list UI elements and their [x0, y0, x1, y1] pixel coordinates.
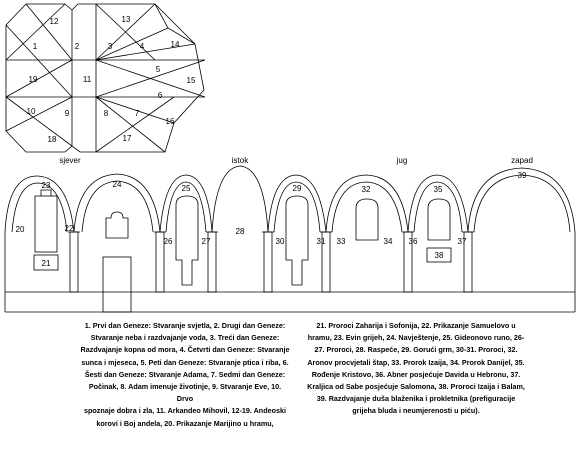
vault-label: 2 [74, 42, 80, 51]
elevation-label: 31 [316, 237, 326, 246]
window-35 [428, 199, 450, 240]
legend-right: 21. Proroci Zaharija i Sofonija, 22. Prikazanje Samuelovo u hramu, 23. Evin grijeh, 24. Navještenje, 25. Gideonovo runo, 26- 27. Proroci, 28. Raspeće, 29. Gorući grm, 30-31. Proroci, 32. Aronov procvjetali štap, 33. Prorok Izaija, 34. Prorok Danijel, 35. Rođenje Kristovo, 36. Abner posjećuje Davida u Hebronu, 37. Kraljica od Sabe posjećuje Salomona, 38. Proroci Izaija i Balam, 39. Razdvajanje duša blaženika i prokletnika (prefiguracije grijeha bluda i neumjerenosti u piću). [307, 321, 525, 416]
elevation-label: 37 [457, 237, 467, 246]
vault-label: 13 [121, 15, 131, 24]
vault-label: 10 [26, 107, 36, 116]
elevation-label: 38 [434, 251, 444, 260]
window-24 [106, 212, 128, 238]
vault-labels [27, 15, 196, 144]
vault-label: 8 [103, 109, 109, 118]
vault-label: 18 [47, 135, 57, 144]
wall-label-north: sjever [59, 156, 81, 165]
wall-label-west: zapad [511, 156, 533, 165]
vault-label: 11 [82, 75, 92, 84]
vault-label: 16 [165, 117, 175, 126]
legend-left: 1. Prvi dan Geneze: Stvaranje svjetla, 2. Drugi dan Geneze: Stvaranje neba i razdvajanje voda, 3. Treći dan Geneze: Razdvajanje kopna od mora, 4. Četvrti dan Geneze: Stvaranje sunca i mjeseca, 5. Peti dan Geneze: Stvaranje ptica i riba, 6. Šesti dan Geneze: Stvaranje Adama, 7. Sedmi dan Geneze: Počinak, 8. Adam imenuje životinje, 9. Stvaranje Eve, 10. Drvo spoznaje dobra i zla, 11. Arkandeo Mihovil, 12-19. Andeoski korovi i Boj andela, 20. Prikazanje Marijino u hramu, [80, 321, 290, 428]
elevation-label: 26 [163, 237, 173, 246]
door [103, 257, 131, 312]
elevation-label: 24 [112, 180, 122, 189]
wall-labels [59, 156, 533, 165]
arch-35 [408, 175, 468, 232]
vault-label: 1 [32, 42, 38, 51]
vault-label: 3 [107, 42, 113, 51]
arch-28 [212, 166, 268, 232]
elevation-label: 25 [181, 184, 191, 193]
elevation-label: 28 [235, 227, 245, 236]
vault-label: 15 [186, 76, 196, 85]
wall-label-south: jug [396, 156, 408, 165]
elevation-label: 33 [336, 237, 346, 246]
elevation-label: 39 [517, 171, 527, 180]
elevation-label: 32 [361, 185, 371, 194]
vault-label: 17 [122, 134, 132, 143]
elevation-label: 30 [275, 237, 285, 246]
elevation-label: 23 [41, 181, 51, 190]
elevation-label: 20 [15, 225, 25, 234]
vault-label: 7 [134, 109, 140, 118]
vault-label: 12 [49, 17, 59, 26]
elevation-label: 27 [201, 237, 211, 246]
vault-label: 14 [170, 40, 180, 49]
elevation-label: 22 [64, 224, 74, 233]
wall-label-east: istok [231, 156, 249, 165]
elevation-label: 29 [292, 184, 302, 193]
wall-elevation [5, 166, 575, 312]
window-25 [176, 196, 198, 285]
elevation-label: 35 [433, 185, 443, 194]
vault-label: 6 [157, 91, 163, 100]
elevation-label: 34 [383, 237, 393, 246]
vault-label: 9 [64, 109, 70, 118]
elevation-label: 36 [408, 237, 418, 246]
window-29 [286, 196, 308, 285]
window-32 [356, 199, 378, 240]
north-window [35, 196, 57, 252]
vault-label: 5 [155, 65, 161, 74]
elevation-label: 21 [41, 259, 51, 268]
vault-label: 19 [28, 75, 38, 84]
vault-label: 4 [139, 42, 145, 51]
